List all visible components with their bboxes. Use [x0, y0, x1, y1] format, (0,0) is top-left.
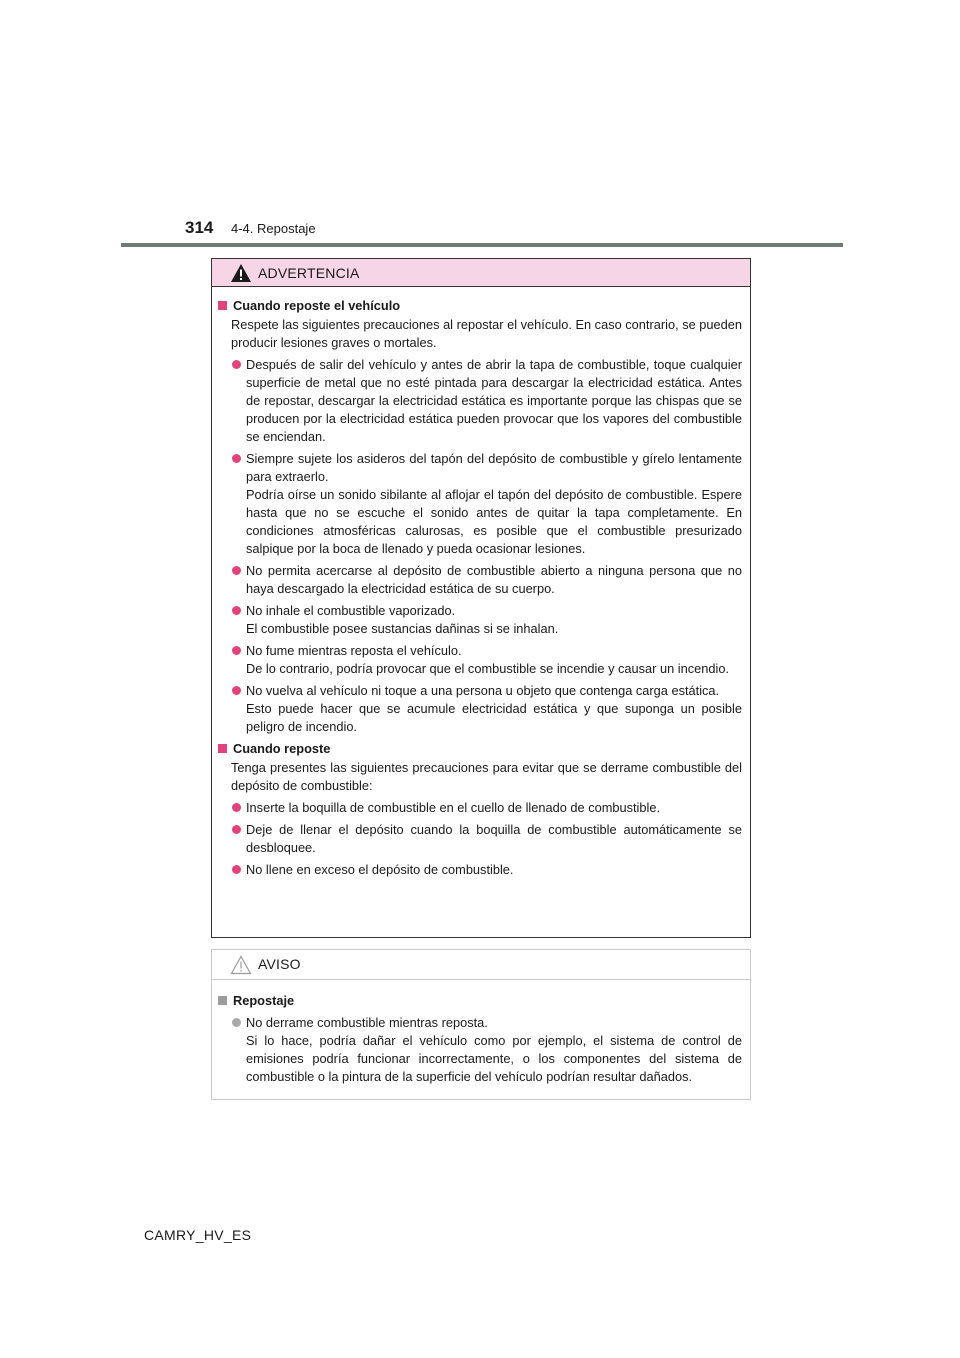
warning-bullet: No inhale el combustible vaporizado. El combustible posee sustancias dañinas si se inhalan. — [218, 602, 742, 638]
notice-title: AVISO — [258, 956, 301, 972]
bullet-dot-icon — [232, 454, 241, 463]
warning-intro: Tenga presentes las siguientes precauciones para evitar que se derrame combustible del depósito de combustible: — [231, 760, 742, 793]
warning-bullet: No permita acercarse al depósito de combustible abierto a ninguna persona que no haya descargado la electricidad estática de su cuerpo. — [218, 562, 742, 598]
page-number: 314 — [185, 218, 214, 237]
header-rule — [121, 243, 843, 247]
bullet-dot-icon — [232, 865, 241, 874]
heading-square-marker-icon — [218, 301, 227, 310]
warning-heading: Cuando reposte el vehículo — [218, 297, 742, 315]
warning-box — [211, 258, 751, 938]
bullet-dot-icon — [232, 360, 241, 369]
bullet-dot-icon — [232, 606, 241, 615]
bullet-dot-icon — [232, 566, 241, 575]
notice-content — [212, 980, 750, 1086]
warning-bullet: No llene en exceso el depósito de combustible. — [218, 861, 742, 879]
warning-bullet: Después de salir del vehículo y antes de abrir la tapa de combustible, toque cualquier superficie de metal que no esté pintada para descargar la electricidad estática. Antes de repostar, descargar la electricidad estática es importante porque las chispas que se producen por la electricidad estática pueden provocar que los vapores del combustible se enciendan. — [218, 356, 742, 446]
warning-heading: Cuando reposte — [218, 740, 742, 758]
bullet-dot-icon — [232, 646, 241, 655]
warning-bullet: Siempre sujete los asideros del tapón del depósito de combustible y gírelo lentamente para extraerlo. Podría oírse un sonido sibilante al aflojar el tapón del depósito de combustible. Espere hasta que no se escuche el sonido antes de quitar la tapa completamente. En condiciones atmosféricas calurosas, es posible que el combustible presurizado salpique por la boca de llenado y pueda ocasionar lesiones. — [218, 450, 742, 558]
warning-triangle-icon — [230, 263, 252, 283]
section-title: 4-4. Repostaje — [231, 221, 316, 236]
bullet-dot-icon — [232, 825, 241, 834]
notice-box — [211, 949, 751, 1100]
notice-heading: Repostaje — [218, 992, 742, 1010]
heading-square-marker-icon — [218, 996, 227, 1005]
warning-bullet: Deje de llenar el depósito cuando la boquilla de combustible automáticamente se desbloquee. — [218, 821, 742, 857]
warning-title: ADVERTENCIA — [258, 265, 360, 281]
bullet-dot-icon — [232, 803, 241, 812]
model-code: CAMRY_HV_ES — [144, 1227, 252, 1243]
bullet-dot-icon — [232, 686, 241, 695]
warning-bullet: Inserte la boquilla de combustible en el cuello de llenado de combustible. — [218, 799, 742, 817]
notice-bullet: No derrame combustible mientras reposta. Si lo hace, podría dañar el vehículo como por ejemplo, el sistema de control de emisiones podría funcionar incorrectamente, o los componentes del sistema de combustible o la pintura de la superficie del vehículo podrían resultar dañados. — [218, 1014, 742, 1086]
heading-square-marker-icon — [218, 744, 227, 753]
warning-content — [212, 287, 750, 879]
bullet-dot-icon — [232, 1018, 241, 1027]
warning-bullet: No vuelva al vehículo ni toque a una persona u objeto que contenga carga estática. Esto puede hacer que se acumule electricidad estática y que suponga un posible peligro de incendio. — [218, 682, 742, 736]
warning-header — [212, 259, 750, 287]
warning-intro: Respete las siguientes precauciones al repostar el vehículo. En caso contrario, se pueden producir lesiones graves o mortales. — [231, 317, 742, 350]
notice-header — [212, 950, 750, 980]
warning-bullet: No fume mientras reposta el vehículo. De lo contrario, podría provocar que el combustible se incendie y causar un incendio. — [218, 642, 742, 678]
caution-triangle-outline-icon — [230, 955, 252, 975]
